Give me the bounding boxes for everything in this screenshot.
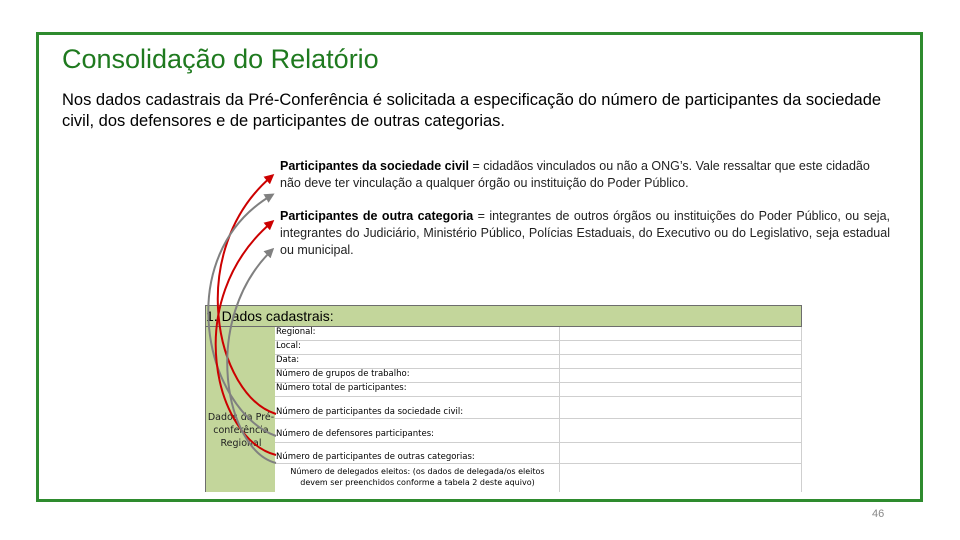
definition-term: Participantes de outra categoria (280, 209, 474, 223)
page-number: 46 (872, 508, 885, 520)
definition-term: Participantes da sociedade civil (280, 159, 469, 173)
form-row-label: Número de delegados eleitos: (os dados de delegada/os eleitos devem ser preenchidos conforme a tabela 2 deste aquivo) (275, 464, 560, 492)
definition-text: = integrantes de outros órgãos ou instituições do Poder Público, ou seja, integrantes do Judiciário, Ministério Público, Polícias Estaduais, do Executivo ou do Legislativo, seja estadual ou municipal. (280, 209, 891, 257)
form-row-label: Número de defensores participantes: (275, 419, 560, 442)
arrow-other-category-2 (227, 250, 276, 463)
slide-title: Consolidação do Relatório (62, 44, 379, 74)
form-row-label: Número de grupos de trabalho: (275, 369, 560, 382)
definition-text: = cidadãos vinculados ou não a ONG’s. Vale ressaltar que este cidadão não deve ter vinculação a qualquer órgão ou instituição do Poder Público. (280, 159, 870, 190)
form-row-label: Número de participantes de outras categorias: (275, 443, 560, 463)
form-header: 1. Dados cadastrais: (205, 305, 802, 327)
arrow-other-category (216, 222, 276, 455)
arrow-civil-society (218, 176, 276, 414)
form-side-label: Dados da Pré-conferência Regional (207, 412, 275, 449)
form-row-label: Regional: (275, 327, 560, 340)
form-row-label: Número de participantes da sociedade civil: (275, 397, 560, 418)
form-row-label: Local: (275, 341, 560, 354)
form-row-label: Número total de participantes: (275, 383, 560, 396)
form-row-label: Data: (275, 355, 560, 368)
intro-paragraph: Nos dados cadastrais da Pré-Conferência é solicitada a especificação do número de participantes da sociedade civil, dos defensores e de participantes de outras categorias. (62, 91, 882, 130)
